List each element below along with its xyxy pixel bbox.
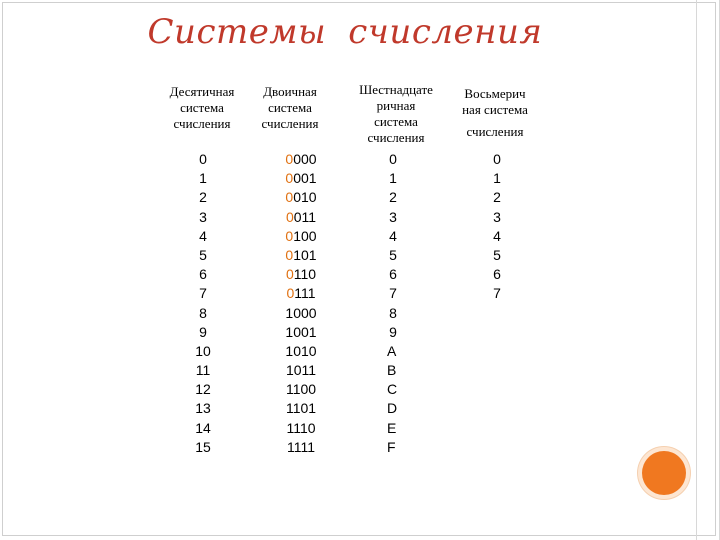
octal-cell: 6 <box>493 266 501 283</box>
binary-remaining-digits: 000 <box>293 304 317 321</box>
binary-remaining-digits: 000 <box>293 151 317 167</box>
binary-cell <box>274 323 328 342</box>
header-line: Восьмерич <box>464 86 526 101</box>
binary-remaining-digits: 110 <box>293 266 317 283</box>
hex-cell: 5 <box>389 246 397 263</box>
hex-cell: E <box>387 419 397 436</box>
decimal-cell: 13 <box>195 400 211 417</box>
header-line: счисления <box>173 116 231 131</box>
decimal-cell: 2 <box>199 189 207 206</box>
hex-cell: D <box>387 400 398 417</box>
header-line: система <box>268 100 312 115</box>
decimal-cell: 3 <box>199 208 207 225</box>
hex-cell: 9 <box>389 323 397 340</box>
header-line: Шестнадцате <box>359 82 433 97</box>
binary-cell <box>274 438 328 457</box>
header-binary <box>250 84 330 132</box>
hex-cell: 1 <box>389 170 397 187</box>
title-word-1: Системы <box>147 12 327 52</box>
decimal-cell: 15 <box>195 438 211 455</box>
header-line: Десятичная <box>169 84 235 99</box>
binary-cell <box>274 361 328 380</box>
header-line: счисления <box>367 130 425 145</box>
hex-cell: 6 <box>389 266 397 283</box>
binary-leading-digit: 1 <box>285 381 293 398</box>
hex-cell: A <box>387 342 397 359</box>
header-octal <box>448 86 542 140</box>
hex-cell: F <box>387 438 396 455</box>
binary-remaining-digits: 100 <box>292 381 317 398</box>
octal-cell: 7 <box>493 285 501 302</box>
column-hex <box>368 150 418 457</box>
binary-remaining-digits: 010 <box>293 342 317 359</box>
column-binary <box>274 150 328 457</box>
hex-cell: 0 <box>389 151 397 167</box>
binary-leading-digit: 0 <box>285 170 294 187</box>
hex-cell: 2 <box>389 189 397 206</box>
header-decimal <box>152 84 252 132</box>
decimal-cell: 9 <box>199 323 207 340</box>
binary-cell <box>274 265 328 284</box>
binary-remaining-digits: 100 <box>293 227 317 244</box>
slide-title <box>0 12 690 52</box>
binary-remaining-digits: 111 <box>293 438 316 455</box>
binary-remaining-digits: 001 <box>293 323 317 340</box>
binary-leading-digit: 1 <box>285 304 294 321</box>
hex-cell: 4 <box>389 227 397 244</box>
decimal-cell: 14 <box>195 419 211 436</box>
binary-leading-digit: 0 <box>285 246 294 263</box>
binary-leading-digit: 0 <box>285 151 294 167</box>
binary-remaining-digits: 011 <box>293 208 317 225</box>
binary-leading-digit: 1 <box>286 419 294 436</box>
header-line: счисления <box>466 124 524 139</box>
binary-leading-digit: 1 <box>285 342 294 359</box>
decimal-cell: 12 <box>195 381 211 398</box>
header-line: ричная <box>376 98 416 113</box>
decimal-cell: 10 <box>195 342 211 359</box>
decimal-cell: 6 <box>199 266 207 283</box>
octal-cell: 5 <box>493 246 501 263</box>
binary-remaining-digits: 101 <box>293 246 317 263</box>
binary-remaining-digits: 111 <box>294 285 316 302</box>
octal-cell: 3 <box>493 208 501 225</box>
binary-leading-digit: 1 <box>285 400 293 417</box>
hex-cell: 8 <box>389 304 397 321</box>
binary-cell <box>274 227 328 246</box>
decimal-cell: 4 <box>199 227 207 244</box>
binary-cell <box>274 150 328 169</box>
header-line: Двоичная <box>263 84 317 99</box>
binary-cell <box>274 188 328 207</box>
decimal-cell: 7 <box>199 285 207 302</box>
header-line: система <box>374 114 418 129</box>
binary-cell <box>274 208 328 227</box>
header-line: ная система <box>462 102 528 117</box>
binary-cell <box>274 380 328 399</box>
binary-leading-digit: 0 <box>285 227 294 244</box>
binary-cell <box>274 246 328 265</box>
decimal-cell: 8 <box>199 304 207 321</box>
binary-cell <box>274 399 328 418</box>
binary-cell <box>274 419 328 438</box>
column-decimal <box>178 150 228 457</box>
octal-cell: 0 <box>493 151 501 167</box>
hex-cell: B <box>387 362 397 379</box>
header-hex <box>348 82 444 146</box>
binary-remaining-digits: 001 <box>293 170 317 187</box>
binary-remaining-digits: 011 <box>293 362 317 379</box>
right-border-lines <box>696 0 720 540</box>
binary-leading-digit: 0 <box>285 208 294 225</box>
octal-cell: 4 <box>493 227 501 244</box>
hex-cell: C <box>387 381 398 398</box>
binary-cell <box>274 304 328 323</box>
binary-leading-digit: 0 <box>286 285 295 302</box>
binary-remaining-digits: 010 <box>293 189 317 206</box>
binary-leading-digit: 0 <box>285 189 294 206</box>
binary-cell <box>274 169 328 188</box>
orange-circle-decoration <box>642 451 686 495</box>
decimal-cell: 1 <box>199 170 207 187</box>
decimal-cell: 11 <box>195 362 211 379</box>
hex-cell: 3 <box>389 208 397 225</box>
binary-remaining-digits: 101 <box>292 400 317 417</box>
binary-leading-digit: 1 <box>286 438 294 455</box>
binary-remaining-digits: 110 <box>293 419 316 436</box>
decimal-cell: 0 <box>199 151 207 167</box>
binary-cell <box>274 342 328 361</box>
binary-leading-digit: 1 <box>285 362 294 379</box>
octal-cell: 2 <box>493 189 501 206</box>
hex-cell: 7 <box>389 285 397 302</box>
title-word-2: счисления <box>348 12 543 52</box>
binary-leading-digit: 1 <box>285 323 294 340</box>
octal-cell: 1 <box>493 170 501 187</box>
header-line: система <box>180 100 224 115</box>
decimal-cell: 5 <box>199 246 207 263</box>
binary-cell <box>274 284 328 303</box>
header-line: счисления <box>261 116 319 131</box>
column-octal <box>472 150 522 304</box>
binary-leading-digit: 0 <box>285 266 294 283</box>
